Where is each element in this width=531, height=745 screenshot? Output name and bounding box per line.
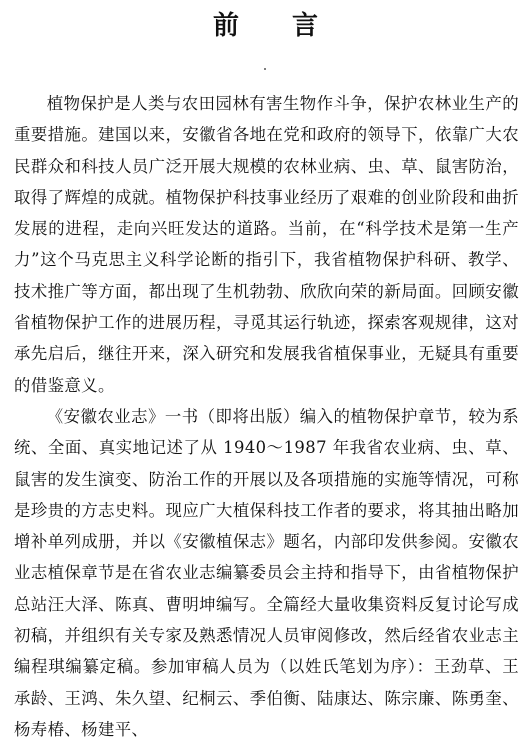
page-title: 前 言 (212, 11, 341, 41)
paragraph-2: 《安徽农业志》一书（即将出版）编入的植物保护章节，较为系统、全面、真实地记述了从 1940～1987 年我省农业病、虫、草、鼠害的发生演变、防治工作的开展以及各项措施的实施等情况，可称是珍贵的方志史料。现应广大植保科技工作者的要求，将其抽出略加增补单列成册，并以《安徽植保志》题名，内部印发供参阅。安徽农业志植保章节是在省农业志编纂委员会主持和指导下，由省植物保护总站汪大泽、陈真、曹明坤编写。全篇经大量收集资料反复讨论写成初稿，并组织有关专家及熟悉情况人员审阅修改，然后经省农业志主编程琪编纂定稿。参加审稿人员为（以姓氏笔划为序）：王劲草、王承龄、王鸿、朱久望、纪桐云、季伯衡、陆康达、陈宗廉、陈勇奎、杨寿椿、杨建平、 (14, 406, 519, 739)
paragraph-1: 植物保护是人类与农田园林有害生物作斗争，保护农林业生产的重要措施。建国以来，安徽省各地在党和政府的领导下，依靠广大农民群众和科技人员广泛开展大规模的农林业病、虫、草、鼠害防治，取得了辉煌的成就。植物保护科技事业经历了艰难的创业阶段和曲折发展的进程，走向兴旺发达的道路。当前，在“科学技术是第一生产力”这个马克思主义科学论断的指引下，我省植物保护科研、教学、技术推广等方面，都出现了生机勃勃、欣欣向荣的新局面。回顾安徽省植物保护工作的进展历程，寻觅其运行轨迹，探索客观规律，这对承先启后，继往开来，深入研究和发展我省植保事业，无疑具有重要的借鉴意义。 (14, 94, 519, 395)
stray-mark (264, 68, 266, 70)
document-body (14, 88, 519, 745)
